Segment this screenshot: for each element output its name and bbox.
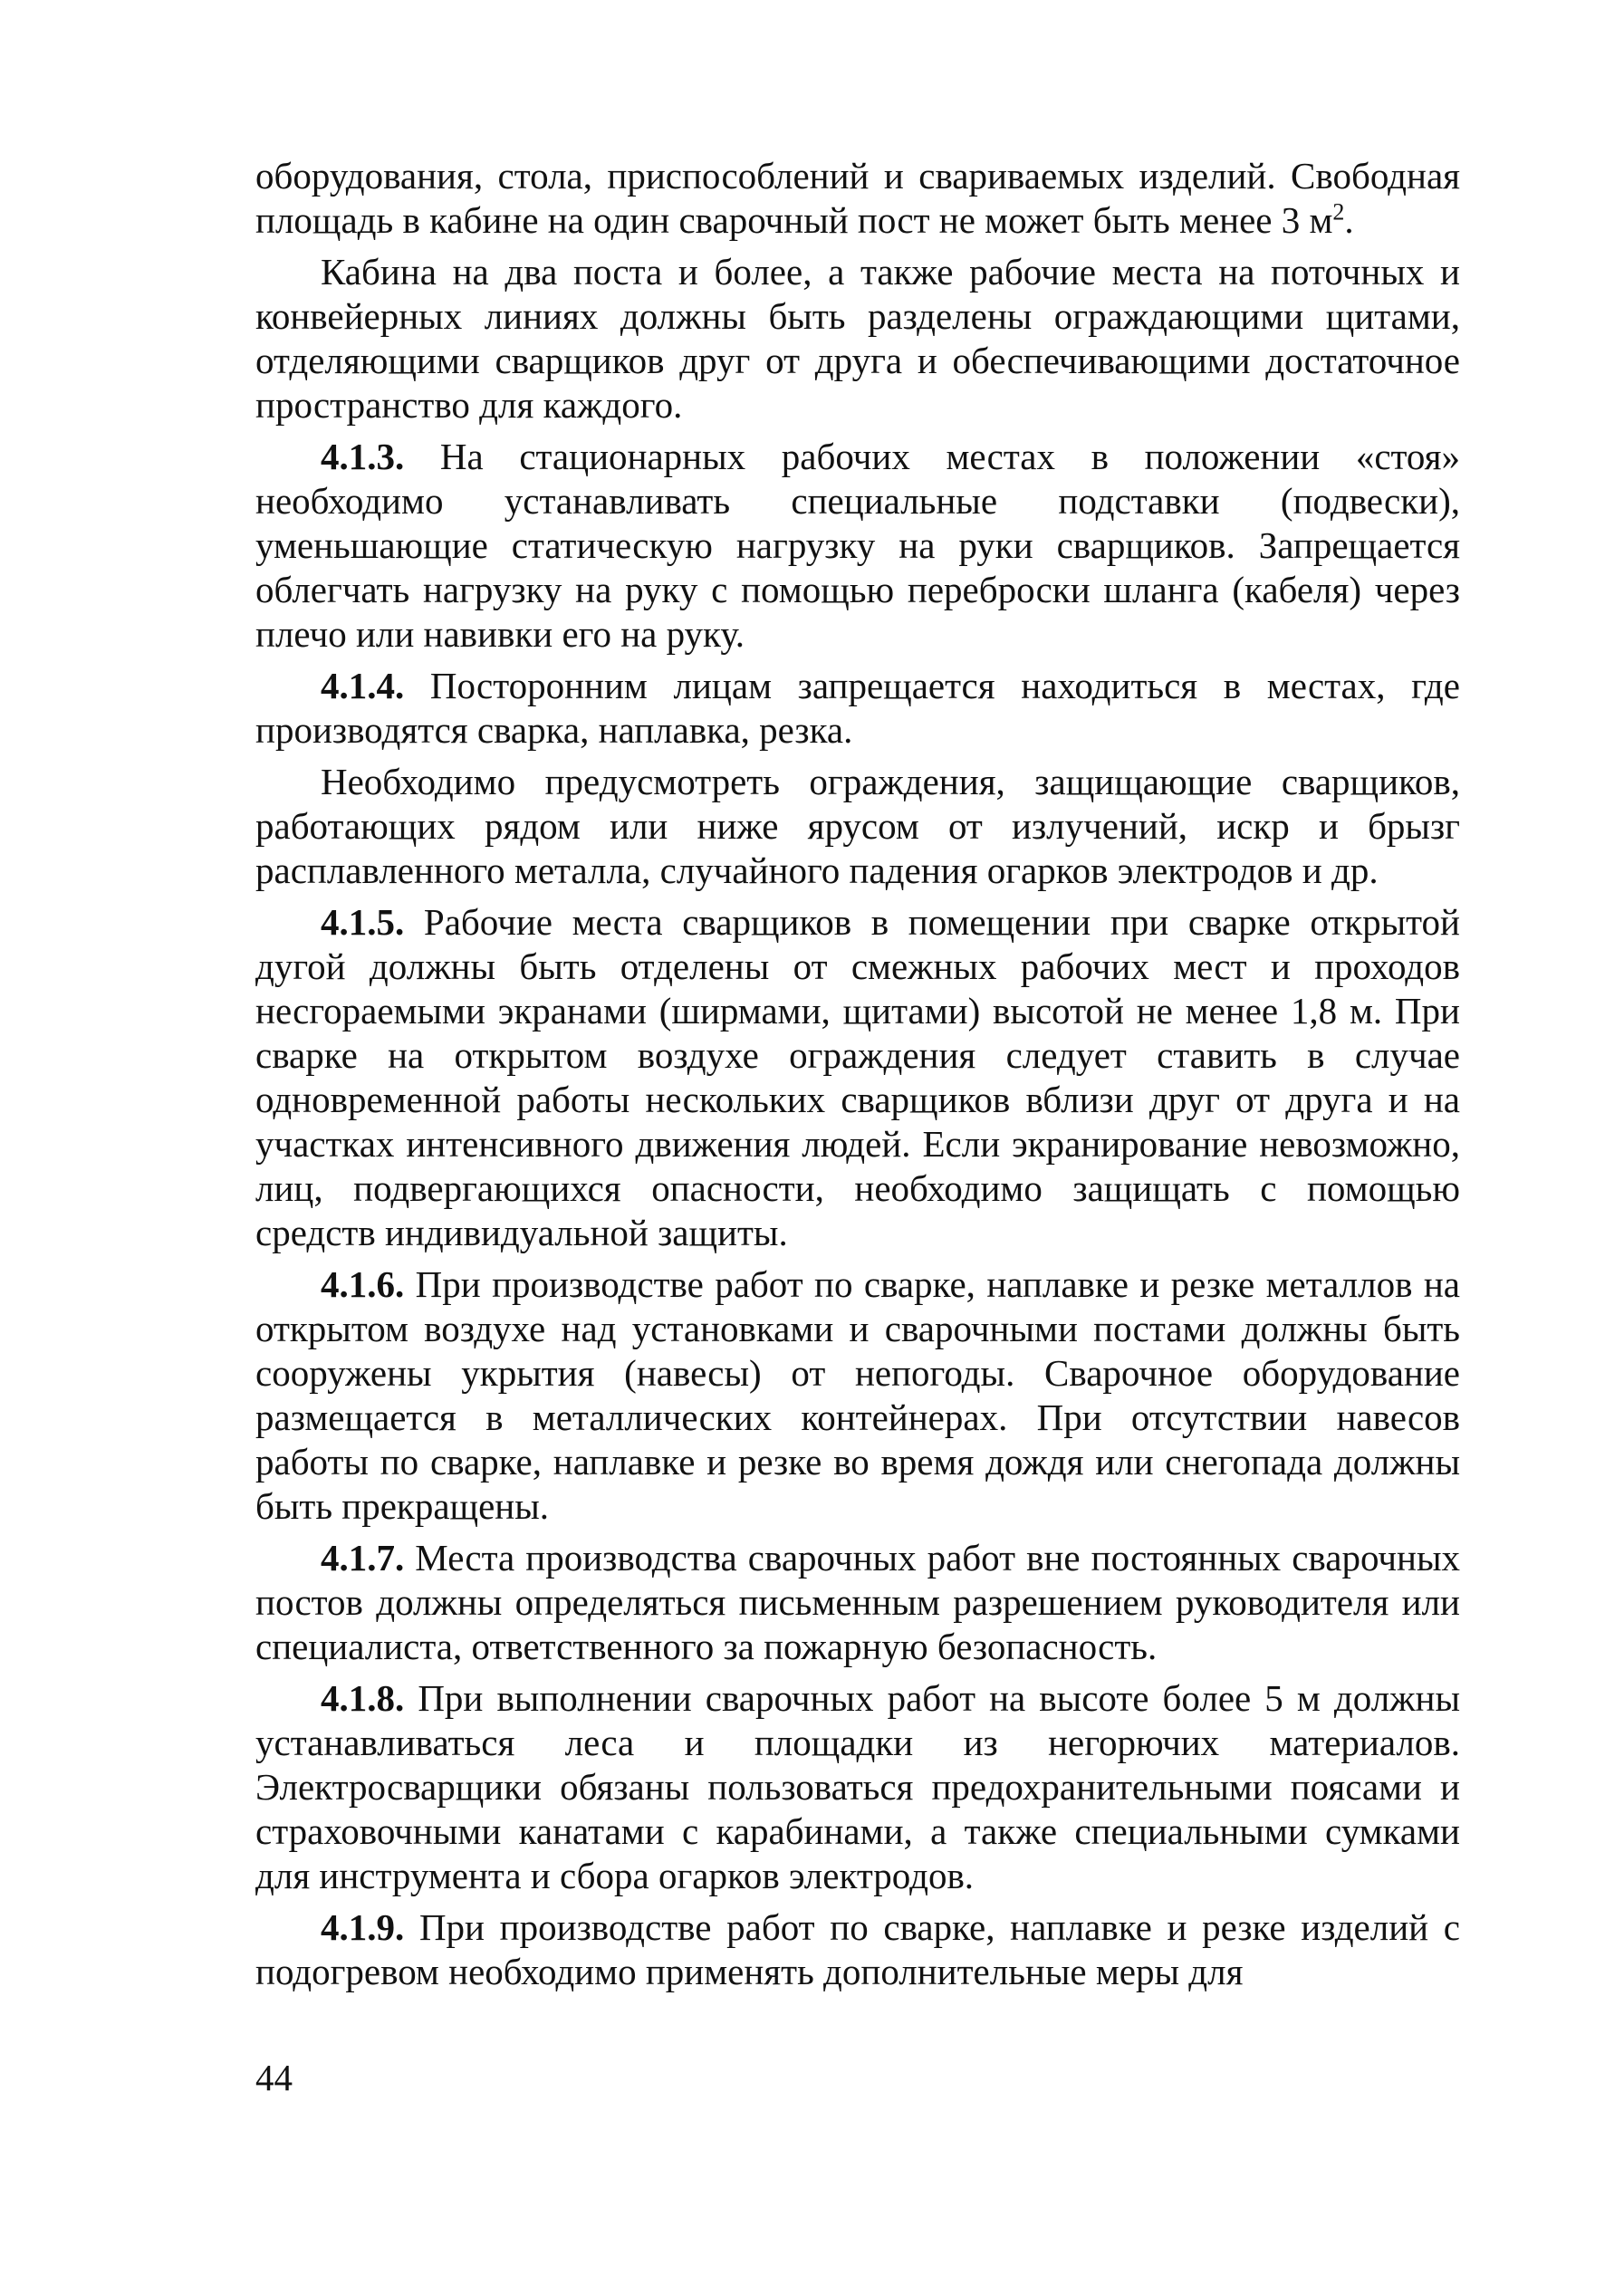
paragraph-text: Кабина на два поста и более, а также рабочие места на поточных и конвейерных линиях должны быть разделены ограждающими щитами, отделяющими сварщиков друг от друга и обеспечивающими достаточное пространство для каждого.	[255, 251, 1460, 426]
clause-text: При производстве работ по сварке, наплавке и резке изделий с подогревом необходимо применять дополнительные меры для	[255, 1906, 1460, 1992]
clause-4-1-6	[255, 1262, 1460, 1529]
superscript: 2	[1332, 198, 1345, 226]
clause-4-1-9	[255, 1905, 1460, 1994]
clause-text: Рабочие места сварщиков в помещении при сварке открытой дугой должны быть отделены от смежных рабочих мест и проходов несгораемыми экранами (ширмами, щитами) высотой не менее 1,8 м. При сварке на открытом воздухе ограждения следует ставить в случае одновременной работы нескольких сварщиков вблизи друг от друга и на участках интенсивного движения людей. Если экранирование невозможно, лиц, подвергающихся опасности, необходимо защищать с помощью средств индивидуальной защиты.	[255, 901, 1460, 1253]
clause-number: 4.1.3.	[321, 436, 405, 477]
paragraph-continuation	[255, 154, 1460, 243]
clause-number: 4.1.4.	[321, 665, 405, 706]
paragraph	[255, 760, 1460, 893]
clause-text: Места производства сварочных работ вне постоянных сварочных постов должны определяться письменным разрешением руководителя или специалиста, ответственного за пожарную безопасность.	[255, 1537, 1460, 1667]
paragraph-text: Необходимо предусмотреть ограждения, защищающие сварщиков, работающих рядом или ниже ярусом от излучений, искр и брызг расплавленного металла, случайного падения огарков электродов и др.	[255, 761, 1460, 891]
clause-number: 4.1.7.	[321, 1537, 405, 1579]
paragraph-text: оборудования, стола, приспособлений и свариваемых изделий. Свободная площадь в кабине на один сварочный пост не может быть менее 3 м	[255, 155, 1460, 241]
clause-4-1-8	[255, 1676, 1460, 1898]
clause-number: 4.1.5.	[321, 901, 405, 943]
clause-4-1-3	[255, 435, 1460, 657]
paragraph	[255, 250, 1460, 427]
clause-text: Посторонним лицам запрещается находиться в местах, где производятся сварка, наплавка, резка.	[255, 665, 1460, 751]
clause-text: На стационарных рабочих местах в положении «стоя» необходимо устанавливать специальные подставки (подвески), уменьшающие статическую нагрузку на руки сварщиков. Запрещается облегчать нагрузку на руку с помощью переброски шланга (кабеля) через плечо или навивки его на руку.	[255, 436, 1460, 655]
clause-number: 4.1.8.	[321, 1677, 405, 1719]
page-number: 44	[255, 2057, 293, 2098]
paragraph-tail: .	[1344, 199, 1354, 241]
clause-4-1-7	[255, 1536, 1460, 1669]
clause-4-1-5	[255, 900, 1460, 1255]
clause-text: При выполнении сварочных работ на высоте более 5 м должны устанавливаться леса и площадки из негорючих материалов. Электросварщики обязаны пользоваться предохранительными поясами и страховочными канатами с карабинами, а также специальными сумками для инструмента и сбора огарков электродов.	[255, 1677, 1460, 1896]
page-body	[255, 154, 1460, 1994]
clause-number: 4.1.6.	[321, 1263, 405, 1305]
clause-text: При производстве работ по сварке, наплавке и резке металлов на открытом воздухе над установками и сварочными постами должны быть сооружены укрытия (навесы) от непогоды. Сварочное оборудование размещается в металлических контейнерах. При отсутствии навесов работы по сварке, наплавке и резке во время дождя или снегопада должны быть прекращены.	[255, 1263, 1460, 1527]
clause-4-1-4	[255, 664, 1460, 753]
clause-number: 4.1.9.	[321, 1906, 405, 1948]
